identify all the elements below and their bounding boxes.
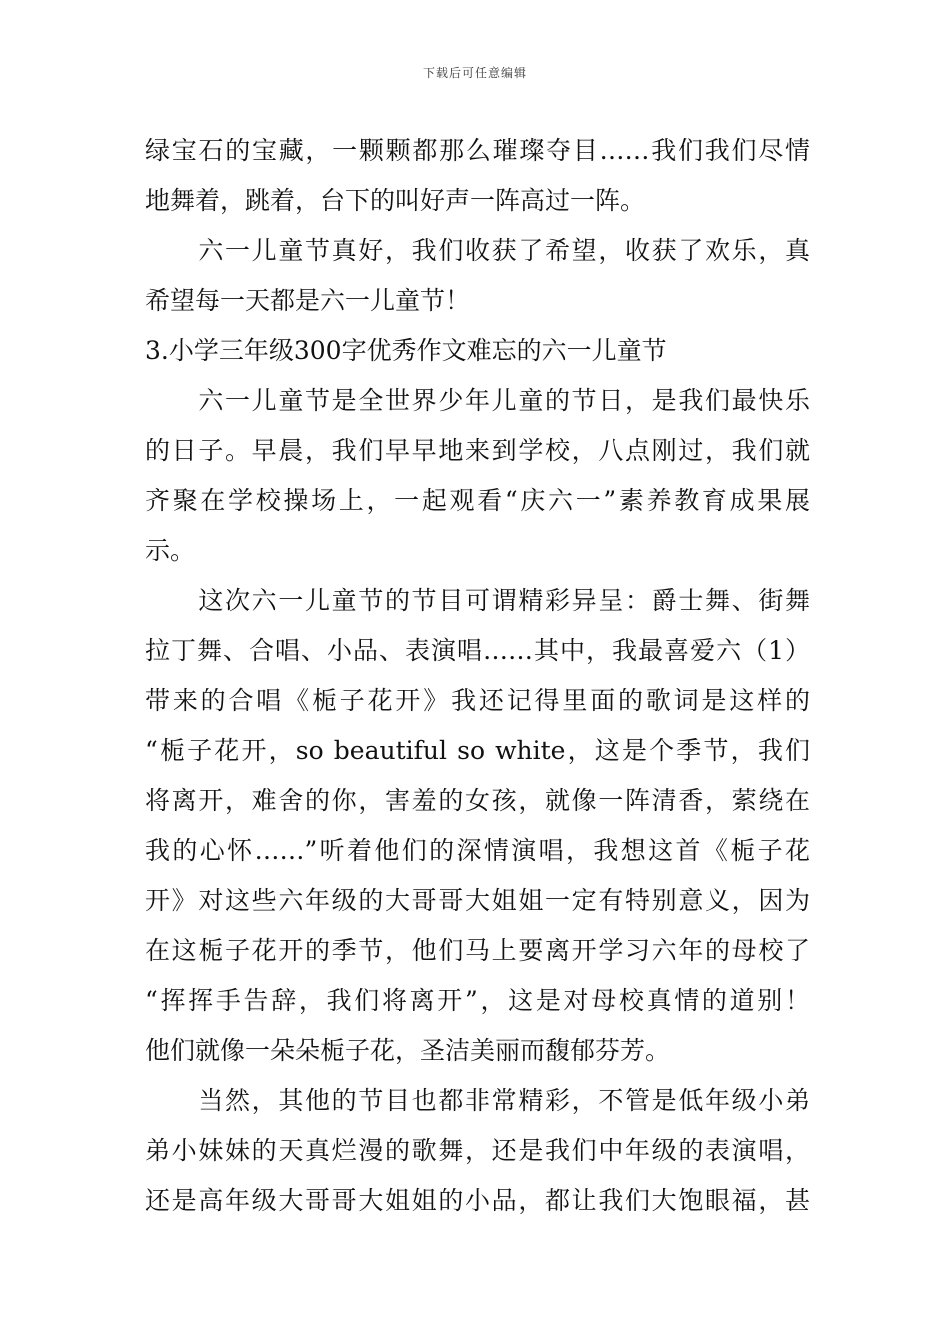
text-line: 带来的合唱《栀子花开》我还记得里面的歌词是这样的 [145,686,810,715]
text-line: 示。 [145,536,196,565]
text-line: 齐聚在学校操场上，一起观看“庆六一”素养教育成果展 [145,486,810,515]
text-line: 这次六一儿童节的节目可谓精彩异呈：爵士舞、街舞 [145,586,810,615]
text-line: 希望每一天都是六一儿童节！ [145,286,471,315]
section-heading: 3.小学三年级300字优秀作文难忘的六一儿童节 [145,336,667,365]
text-line: 我的心怀……”听着他们的深情演唱，我想这首《栀子花 [145,836,810,865]
text-line: “挥挥手告辞，我们将离开”，这是对母校真情的道别！ [145,986,810,1015]
text-line: 六一儿童节是全世界少年儿童的节日，是我们最快乐 [145,386,810,415]
text-line: “栀子花开，so beautiful so white，这是个季节，我们 [145,736,810,765]
text-line: 还是高年级大哥哥大姐姐的小品，都让我们大饱眼福，甚 [145,1186,810,1215]
text-line: 六一儿童节真好，我们收获了希望，收获了欢乐，真 [145,236,810,265]
text-line: 他们就像一朵朵栀子花，圣洁美丽而馥郁芬芳。 [145,1036,671,1065]
text-line: 的日子。早晨，我们早早地来到学校，八点刚过，我们就 [145,436,810,465]
text-line: 当然，其他的节目也都非常精彩，不管是低年级小弟 [145,1086,810,1115]
text-line: 绿宝石的宝藏，一颗颗都那么璀璨夺目……我们我们尽情 [145,136,810,165]
text-line: 弟小妹妹的天真烂漫的歌舞，还是我们中年级的表演唱， [145,1136,810,1165]
header-note: 下载后可任意编辑 [422,66,527,80]
text-line: 将离开，难舍的你，害羞的女孩，就像一阵清香，萦绕在 [145,786,810,815]
text-line: 开》对这些六年级的大哥哥大姐姐一定有特别意义，因为 [145,886,810,915]
text-line: 地舞着，跳着，台下的叫好声一阵高过一阵。 [145,186,646,215]
text-line: 在这栀子花开的季节，他们马上要离开学习六年的母校了 [145,936,810,965]
text-line: 拉丁舞、合唱、小品、表演唱……其中，我最喜爱六（1） [145,636,810,665]
